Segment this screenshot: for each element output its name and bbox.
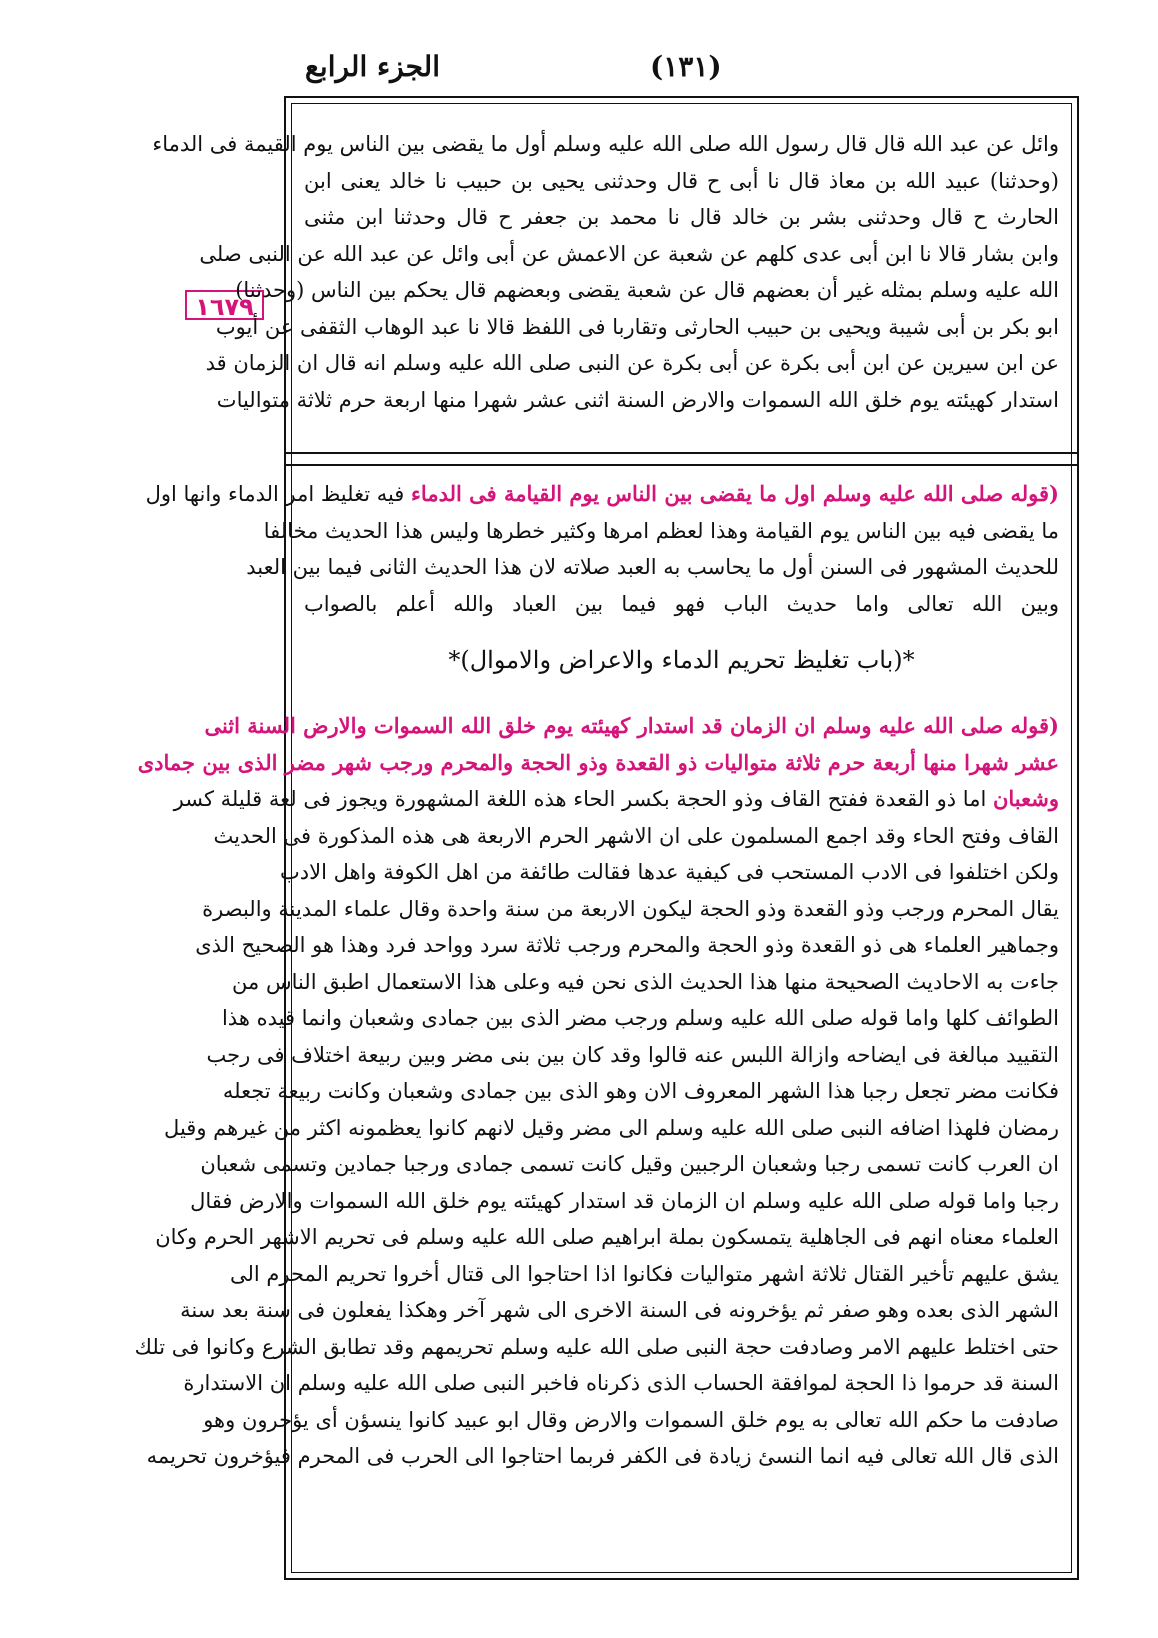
- chapter-heading-text: *(باب تغليظ تحريم الدماء والاعراض والاموال)*: [448, 646, 915, 674]
- chapter-heading: [286, 646, 1077, 674]
- commentary-line: ولكن اختلفوا فى الادب المستحب فى كيفية عدها فقالت طائفة من اهل الكوفة واهل الادب: [279, 860, 1059, 884]
- hadith-line: عن ابن سيرين عن ابن أبى بكرة عن أبى بكرة عن النبى صلى الله عليه وسلم انه قال ان الزمان قد: [205, 351, 1059, 375]
- commentary-line: يقال المحرم ورجب وذو القعدة وذو الحجة ليكون الاربعة من سنة واحدة وقال علماء المدينة والبصرة: [202, 896, 1059, 921]
- commentary-line: التقييد مبالغة فى ايضاحه وازالة اللبس عنه قالوا وقد كان بين بنى مضر وبين ربيعة اختلاف فى رجب: [206, 1042, 1059, 1067]
- commentary-line: ما يقضى فيه بين الناس يوم القيامة وهذا لعظم امرها وكثير خطرها وليس هذا الحديث مخالفا: [263, 518, 1059, 543]
- hadith-line: الله عليه وسلم بمثله غير أن بعضهم قال عن شعبة يقضى وبعضهم قال يحكم بين الناس (وحدثنا): [235, 278, 1059, 302]
- commentary-line: السنة قد حرموا ذا الحجة لموافقة الحساب الذى ذكرناه فاخبر النبى صلى الله عليه وسلم ان الاستدارة: [183, 1371, 1059, 1395]
- commentary-line: حتى اختلط عليهم الامر وصادفت حجة النبى صلى الله عليه وسلم تحريمهم وقد تطابق الشرع وكانوا فى تلك: [134, 1334, 1059, 1359]
- commentary-line: الطوائف كلها واما قوله صلى الله عليه وسلم ورجب مضر الذى بين جمادى وشعبان وانما قيده هذا: [221, 1006, 1059, 1030]
- commentary-lead-end: وشعبان: [992, 786, 1059, 811]
- commentary-2: [134, 708, 1059, 1475]
- commentary-lead-line: (قوله صلى الله عليه وسلم ان الزمان قد استدار كهيئته يوم خلق الله السموات والارض السنة اثنى: [204, 713, 1059, 738]
- hadith-line: الحارث ح قال وحدثنى بشر بن خالد قال نا محمد بن جعفر ح قال وحدثنا ابن مثنى: [304, 205, 1059, 229]
- commentary-text: اما ذو القعدة ففتح القاف وذو الحجة بكسر الحاء هذه اللغة المشهورة ويجوز فى لغة قليلة كسر: [173, 787, 987, 811]
- commentary-line: وجماهير العلماء هى ذو القعدة وذو الحجة والمحرم ورجب ثلاثة سرد وواحد فرد وهذا هو الصحيح الذى: [195, 933, 1059, 957]
- commentary-line: [173, 781, 1059, 818]
- commentary-line: ان العرب كانت تسمى رجبا وشعبان الرجبين وقيل كانت تسمى جمادى ورجبا جمادين وتسمى شعبان: [200, 1152, 1059, 1176]
- commentary-line: وبين الله تعالى واما حديث الباب فهو فيما بين العباد والله أعلم بالصواب: [304, 591, 1059, 616]
- commentary-line: الشهر الذى بعده وهو صفر ثم يؤخرونه فى السنة الاخرى الى شهر آخر وهكذا يفعلون فى سنة بعد سنة: [180, 1298, 1059, 1322]
- page-number: (١٣١): [650, 50, 722, 83]
- commentary-line: رمضان فلهذا اضافه النبى صلى الله عليه وسلم الى مضر وقيل لانهم كانوا يعظمونه اكثر من غيرهم وقيل: [164, 1115, 1059, 1140]
- commentary-line: رجبا واما قوله صلى الله عليه وسلم ان الزمان قد استدار كهيئته يوم خلق الله السموات والارض فقال: [190, 1188, 1059, 1213]
- commentary-line: فكانت مضر تجعل رجبا هذا الشهر المعروف الان وهو الذى بين جمادى وشعبان وكانت ربيعة تجعله: [222, 1079, 1059, 1103]
- hadith-line: وابن بشار قالا نا ابن أبى عدى كلهم عن شعبة عن الاعمش عن أبى وائل عن عبد الله عن النبى صلى: [199, 241, 1059, 266]
- commentary-line: الذى قال الله تعالى فيه انما النسئ زيادة فى الكفر فربما احتاجوا الى الحرب فى المحرم فيؤخرون تحريمه: [146, 1444, 1059, 1468]
- commentary-lead: (قوله صلى الله عليه وسلم اول ما يقضى بين الناس يوم القيامة فى الدماء: [411, 481, 1059, 506]
- commentary-line: [145, 476, 1059, 513]
- commentary-text: فيه تغليظ امر الدماء وانها اول: [145, 482, 405, 506]
- part-title: الجزء الرابع: [305, 50, 440, 83]
- hadith-number-badge: ١٦٧٩: [185, 290, 264, 320]
- hadith-line: وائل عن عبد الله قال قال رسول الله صلى الله عليه وسلم أول ما يقضى بين الناس يوم القيمة فى الدماء: [152, 132, 1059, 156]
- section-divider: [286, 452, 1077, 466]
- commentary-line: القاف وفتح الحاء وقد اجمع المسلمون على ان الاشهر الحرم الاربعة هى هذه المذكورة فى الحديث: [213, 823, 1059, 848]
- commentary-line: يشق عليهم تأخير القتال ثلاثة اشهر متواليات فكانوا اذا احتاجوا الى قتال أخروا تحريم المحرم الى: [229, 1261, 1059, 1286]
- hadith-line: (وحدثنا) عبيد الله بن معاذ قال نا أبى ح قال وحدثنى يحيى بن حبيب نا خالد يعنى ابن: [304, 168, 1059, 193]
- commentary-line: صادفت ما حكم الله تعالى به يوم خلق السموات والارض وقال ابو عبيد كانوا ينسؤن أى يؤخرون وهو: [203, 1407, 1059, 1432]
- commentary-line: العلماء معناه انهم فى الجاهلية يتمسكون بملة ابراهيم صلى الله عليه وسلم فى تحريم الاشهر الحرم وكان: [155, 1225, 1059, 1249]
- hadith-line: استدار كهيئته يوم خلق الله السموات والارض السنة اثنى عشر شهرا منها اربعة حرم ثلاثة متواليات: [216, 387, 1059, 412]
- commentary-lead-line: عشر شهرا منها أربعة حرم ثلاثة متواليات ذو القعدة وذو الحجة والمحرم ورجب شهر مضر الذى بين جمادى: [137, 749, 1059, 775]
- hadith-line: ابو بكر بن أبى شيبة ويحيى بن حبيب الحارثى وتقاربا فى اللفظ قالا نا عبد الوهاب الثقفى عن أيوب: [215, 314, 1059, 339]
- commentary-line: للحديث المشهور فى السنن أول ما يحاسب به العبد صلاته لان هذا الحديث الثانى فيما بين العبد: [246, 555, 1059, 579]
- commentary-line: جاءت به الاحاديث الصحيحة منها هذا الحديث الذى نحن فيه وعلى هذا الاستعمال اطبق الناس من: [232, 969, 1059, 994]
- commentary-1: [145, 476, 1059, 622]
